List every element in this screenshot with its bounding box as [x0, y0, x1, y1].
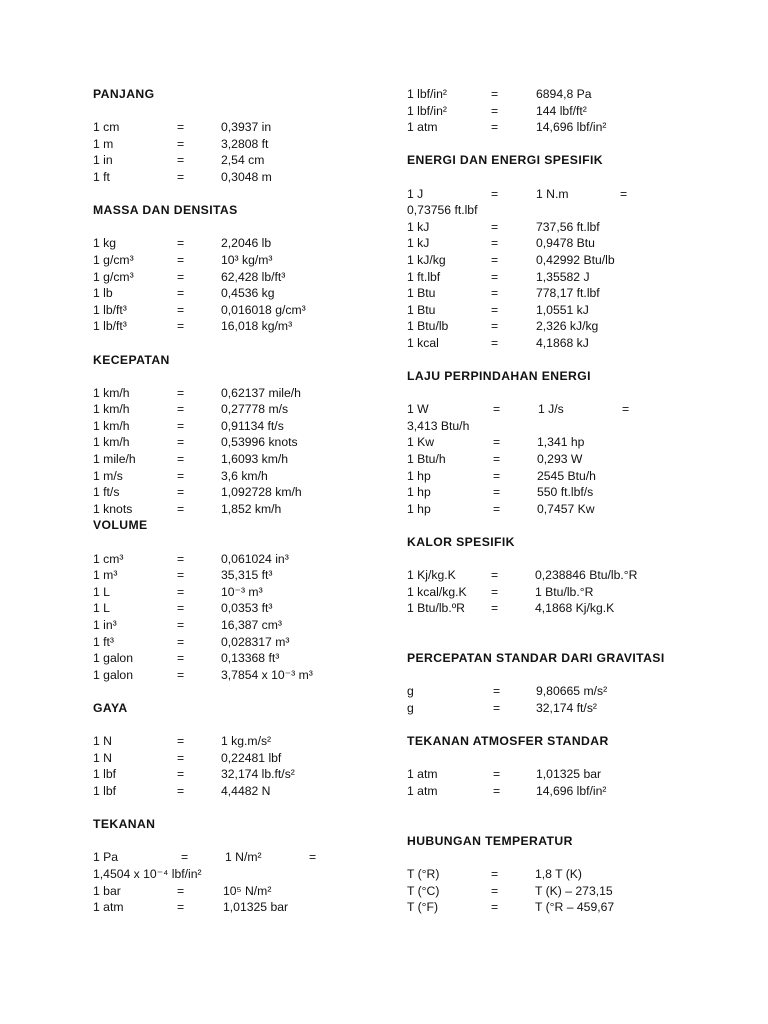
section-title-massa: MASSA DAN DENSITAS — [93, 203, 238, 218]
equals-sign: = — [493, 485, 501, 500]
section-title-percepatan: PERCEPATAN STANDAR DARI GRAVITASI — [407, 651, 665, 666]
unit-left: 1 lbf — [93, 767, 117, 782]
volume-row — [93, 567, 393, 584]
equals-sign: = — [491, 900, 499, 915]
equals-sign: = — [177, 402, 185, 417]
tekanan-continued-rows — [407, 86, 747, 136]
section-title-energi: ENERGI DAN ENERGI SPESIFIK — [407, 153, 603, 168]
equals-sign: = — [177, 734, 185, 749]
equals-sign: = — [493, 684, 501, 699]
tekanan-continued-row — [407, 119, 747, 136]
unit-right: 0,3937 in — [221, 120, 272, 135]
unit-left: 1 Btu/lb.ºR — [407, 601, 465, 616]
massa-row — [93, 285, 393, 302]
unit-left: T (°C) — [407, 883, 440, 898]
unit-left: 1 in — [93, 153, 113, 168]
left-column — [93, 86, 393, 916]
unit-right: 144 lbf/ft² — [536, 103, 587, 118]
equals-sign: = — [177, 120, 185, 135]
equals-sign: = — [177, 236, 185, 251]
energi-row — [407, 235, 747, 252]
unit-right: 3,7854 x 10⁻³ m³ — [221, 667, 313, 682]
equals-sign: = — [491, 236, 499, 251]
unit-left: 1 lb/ft³ — [93, 302, 127, 317]
kalor-rows — [407, 567, 747, 617]
unit-left: 1 lbf — [93, 783, 117, 798]
unit-right: 0,53996 knots — [221, 435, 298, 450]
equals-sign: = — [177, 252, 185, 267]
unit-right: 1,6093 km/h — [221, 452, 289, 467]
equals-sign: = — [177, 783, 185, 798]
equals-sign: = — [177, 269, 185, 284]
unit-right: 14,696 lbf/in² — [536, 783, 607, 798]
section-title-kalor: KALOR SPESIFIK — [407, 535, 515, 550]
unit-left: 1 hp — [407, 468, 431, 483]
unit-right: 1,8 T (K) — [535, 866, 582, 881]
kecepatan-rows — [93, 385, 393, 518]
unit-right: 1 N.m — [536, 186, 569, 201]
kecepatan-row — [93, 501, 393, 518]
kecepatan-row — [93, 484, 393, 501]
equals-sign: = — [177, 667, 185, 682]
unit-left: T (°R) — [407, 866, 440, 881]
unit-left: 1 kJ/kg — [407, 252, 446, 267]
gaya-row — [93, 733, 393, 750]
equals-sign: = — [177, 750, 185, 765]
unit-left: 1 lb — [93, 286, 113, 301]
unit-right: T (°R – 459,67 — [535, 900, 615, 915]
equals-sign: = — [177, 136, 185, 151]
equals-sign: = — [493, 783, 501, 798]
massa-row — [93, 302, 393, 319]
panjang-row — [93, 119, 393, 136]
tekanan-row-pa-wrap: 1,4504 x 10⁻⁴ lbf/in² — [93, 866, 202, 881]
unit-right: 0,0353 ft³ — [221, 601, 273, 616]
unit-left: 1 cm — [93, 120, 120, 135]
equals-sign: = — [491, 219, 499, 234]
unit-right: 778,17 ft.lbf — [536, 286, 600, 301]
unit-right: 1,852 km/h — [221, 501, 282, 516]
energi-row-joule — [407, 186, 747, 203]
unit-left: 1 Btu/h — [407, 452, 446, 467]
unit-left: 1 knots — [93, 501, 133, 516]
unit-right: 10⁻³ m³ — [221, 584, 263, 599]
equals-sign: = — [491, 286, 499, 301]
unit-left: 1 m — [93, 136, 114, 151]
unit-right: 0,3048 m — [221, 169, 272, 184]
section-title-panjang: PANJANG — [93, 87, 155, 101]
equals-sign: = — [177, 601, 185, 616]
temperatur-row — [407, 899, 747, 916]
unit-left: 1 Kj/kg.K — [407, 568, 456, 583]
unit-left: 1 kJ — [407, 219, 430, 234]
panjang-row — [93, 152, 393, 169]
section-title-volume: VOLUME — [93, 518, 148, 533]
energi-row — [407, 335, 747, 352]
unit-left: 1 ft — [93, 169, 110, 184]
unit-left: 1 cm³ — [93, 551, 124, 566]
equals-sign: = — [493, 468, 501, 483]
equals-sign: = — [493, 700, 501, 715]
unit-left: 1 bar — [93, 883, 121, 898]
unit-right: 1,341 hp — [537, 435, 585, 450]
unit-right: 4,4482 N — [221, 783, 271, 798]
unit-right: 32,174 lb.ft/s² — [221, 767, 295, 782]
atmosfer-rows — [407, 766, 747, 799]
unit-right: 35,315 ft³ — [221, 568, 273, 583]
volume-row — [93, 667, 393, 684]
equals-sign: = — [491, 269, 499, 284]
unit-left: 1 Kw — [407, 435, 435, 450]
laju-row — [407, 434, 747, 451]
energi-row — [407, 219, 747, 236]
energi-rows — [407, 219, 747, 352]
equals-sign: = — [177, 584, 185, 599]
unit-left: 1 m³ — [93, 568, 118, 583]
atmosfer-row — [407, 783, 747, 800]
equals-sign: = — [177, 452, 185, 467]
equals-sign: = — [309, 850, 317, 865]
unit-left: 1 N — [93, 734, 112, 749]
equals-sign: = — [491, 584, 499, 599]
unit-right: 14,696 lbf/in² — [536, 120, 607, 135]
unit-left: 1 kcal — [407, 335, 439, 350]
unit-right: 0,238846 Btu/lb.°R — [535, 568, 638, 583]
equals-sign: = — [491, 186, 499, 201]
massa-row — [93, 252, 393, 269]
energi-row — [407, 302, 747, 319]
unit-left: 1 lbf/in² — [407, 87, 447, 101]
unit-right: 1 J/s — [538, 402, 564, 417]
unit-left: 1 kcal/kg.K — [407, 584, 467, 599]
unit-right: 3,6 km/h — [221, 468, 268, 483]
gaya-rows — [93, 733, 393, 799]
unit-left: 1 galon — [93, 651, 133, 666]
unit-right: 1,35582 J — [536, 269, 590, 284]
unit-right: 2,54 cm — [221, 153, 265, 168]
gaya-row — [93, 783, 393, 800]
equals-sign: = — [177, 634, 185, 649]
gaya-row — [93, 766, 393, 783]
unit-right: 10³ kg/m³ — [221, 252, 273, 267]
volume-row — [93, 650, 393, 667]
laju-row — [407, 484, 747, 501]
equals-sign: = — [181, 850, 189, 865]
energi-row — [407, 285, 747, 302]
unit-right: 0,7457 Kw — [537, 501, 595, 516]
equals-sign: = — [177, 169, 185, 184]
percepatan-row — [407, 683, 747, 700]
equals-sign: = — [493, 452, 501, 467]
unit-right: 2,326 kJ/kg — [536, 319, 599, 334]
unit-right: 0,91134 ft/s — [221, 418, 284, 433]
kecepatan-row — [93, 418, 393, 435]
equals-sign: = — [491, 601, 499, 616]
unit-right: 0,9478 Btu — [536, 236, 595, 251]
unit-left: 1 L — [93, 601, 110, 616]
massa-row — [93, 318, 393, 335]
unit-left: 1 atm — [407, 783, 438, 798]
unit-left: 1 atm — [407, 767, 438, 782]
unit-left: 1 g/cm³ — [93, 252, 134, 267]
unit-left: 1 N — [93, 750, 112, 765]
unit-left: 1 g/cm³ — [93, 269, 134, 284]
equals-sign: = — [177, 153, 185, 168]
unit-left: 1 lb/ft³ — [93, 319, 127, 334]
unit-right: 0,293 W — [537, 452, 583, 467]
tekanan-continued-row — [407, 103, 747, 120]
unit-left: 1 Btu/lb — [407, 319, 449, 334]
laju-row — [407, 468, 747, 485]
unit-left: 1 km/h — [93, 385, 130, 400]
equals-sign: = — [177, 485, 185, 500]
unit-right: 1,01325 bar — [223, 900, 289, 915]
equals-sign: = — [491, 568, 499, 583]
kecepatan-row — [93, 401, 393, 418]
unit-right: 2545 Btu/h — [537, 468, 596, 483]
tekanan-rows — [93, 883, 393, 916]
unit-left: 1 Btu — [407, 286, 436, 301]
tekanan-row-pa — [93, 849, 393, 866]
unit-right: T (K) – 273,15 — [535, 883, 613, 898]
equals-sign: = — [177, 435, 185, 450]
volume-row — [93, 634, 393, 651]
section-title-atmosfer: TEKANAN ATMOSFER STANDAR — [407, 734, 609, 749]
kecepatan-row — [93, 468, 393, 485]
panjang-rows — [93, 119, 393, 185]
equals-sign: = — [177, 286, 185, 301]
volume-row — [93, 551, 393, 568]
right-column — [407, 86, 747, 916]
temperatur-row — [407, 883, 747, 900]
laju-row-watt-wrap: 3,413 Btu/h — [407, 418, 470, 433]
equals-sign: = — [177, 319, 185, 334]
kecepatan-row — [93, 385, 393, 402]
unit-right: 16,387 cm³ — [221, 618, 282, 632]
unit-left: 1 km/h — [93, 418, 130, 433]
unit-left: 1 atm — [407, 120, 438, 135]
equals-sign: = — [491, 252, 499, 267]
laju-row-watt — [407, 401, 747, 418]
laju-row — [407, 451, 747, 468]
unit-right: 3,2808 ft — [221, 136, 269, 151]
equals-sign: = — [491, 103, 499, 118]
unit-left: 1 m/s — [93, 468, 123, 483]
unit-left: 1 hp — [407, 501, 431, 516]
kalor-row — [407, 584, 747, 601]
volume-row — [93, 600, 393, 617]
equals-sign: = — [493, 767, 501, 782]
volume-row — [93, 617, 393, 634]
unit-right: 1 N/m² — [225, 850, 262, 865]
unit-right: 0,13368 ft³ — [221, 651, 280, 666]
equals-sign: = — [493, 402, 501, 417]
unit-left: 1 Pa — [93, 850, 119, 865]
equals-sign: = — [177, 418, 185, 433]
equals-sign: = — [491, 335, 499, 350]
panjang-row — [93, 169, 393, 186]
unit-left: 1 Btu — [407, 302, 436, 317]
unit-right: 32,174 ft/s² — [536, 700, 597, 715]
unit-right: 737,56 ft.lbf — [536, 219, 600, 234]
equals-sign: = — [177, 618, 185, 632]
equals-sign: = — [177, 651, 185, 666]
unit-right: 1,01325 bar — [536, 767, 602, 782]
unit-left: 1 km/h — [93, 402, 130, 417]
unit-left: g — [407, 700, 414, 715]
unit-left: 1 mile/h — [93, 452, 136, 467]
unit-right: 0,42992 Btu/lb — [536, 252, 615, 267]
section-title-temperatur: HUBUNGAN TEMPERATUR — [407, 833, 573, 848]
unit-right: 4,1868 Kj/kg.K — [535, 601, 615, 616]
unit-left: 1 ft³ — [93, 634, 114, 649]
equals-sign: = — [177, 501, 185, 516]
laju-rows — [407, 434, 747, 517]
unit-right: 550 ft.lbf/s — [537, 485, 594, 500]
kecepatan-row — [93, 434, 393, 451]
equals-sign: = — [177, 900, 185, 915]
unit-right: 0,27778 m/s — [221, 402, 289, 417]
unit-left: 1 atm — [93, 900, 124, 915]
equals-sign: = — [491, 302, 499, 317]
equals-sign: = — [493, 435, 501, 450]
massa-row — [93, 235, 393, 252]
unit-right: 0,62137 mile/h — [221, 385, 301, 400]
equals-sign: = — [493, 501, 501, 516]
unit-right: 0,016018 g/cm³ — [221, 302, 306, 317]
gaya-row — [93, 750, 393, 767]
volume-row — [93, 584, 393, 601]
unit-left: 1 kg — [93, 236, 117, 251]
unit-left: 1 kJ — [407, 236, 430, 251]
unit-right: 0,4536 kg — [221, 286, 275, 301]
temperatur-rows — [407, 866, 747, 916]
unit-right: 4,1868 kJ — [536, 335, 589, 350]
unit-left: 1 W — [407, 402, 429, 417]
equals-sign: = — [491, 319, 499, 334]
unit-left: 1 galon — [93, 667, 133, 682]
equals-sign: = — [177, 468, 185, 483]
tekanan-continued-row — [407, 86, 747, 103]
unit-left: T (°F) — [407, 900, 439, 915]
percepatan-row — [407, 700, 747, 717]
equals-sign: = — [491, 866, 499, 881]
kalor-row — [407, 567, 747, 584]
unit-left: 1 L — [93, 584, 110, 599]
panjang-row — [93, 136, 393, 153]
unit-left: 1 in³ — [93, 618, 117, 632]
unit-left: 1 ft/s — [93, 485, 120, 500]
unit-right: 2,2046 lb — [221, 236, 272, 251]
massa-rows — [93, 235, 393, 335]
equals-sign: = — [177, 568, 185, 583]
temperatur-row — [407, 866, 747, 883]
unit-right: 0,061024 in³ — [221, 551, 289, 566]
kecepatan-row — [93, 451, 393, 468]
unit-left: 1 lbf/in² — [407, 103, 447, 118]
equals-sign: = — [177, 767, 185, 782]
unit-left: 1 ft.lbf — [407, 269, 441, 284]
unit-right: 9,80665 m/s² — [536, 684, 608, 699]
unit-right: 10⁵ N/m² — [223, 883, 272, 898]
energi-row-joule-wrap: 0,73756 ft.lbf — [407, 203, 478, 218]
equals-sign: = — [177, 883, 185, 898]
unit-right: 1 Btu/lb.°R — [535, 584, 594, 599]
unit-right: 0,028317 m³ — [221, 634, 290, 649]
unit-right: 1 kg.m/s² — [221, 734, 272, 749]
equals-sign: = — [491, 87, 499, 101]
equals-sign: = — [177, 302, 185, 317]
equals-sign: = — [491, 883, 499, 898]
section-title-kecepatan: KECEPATAN — [93, 352, 170, 367]
equals-sign: = — [620, 186, 628, 201]
unit-right: 1,092728 km/h — [221, 485, 302, 500]
unit-left: 1 hp — [407, 485, 431, 500]
unit-right: 16,018 kg/m³ — [221, 319, 293, 334]
tekanan-row — [93, 899, 393, 916]
laju-row — [407, 501, 747, 518]
section-title-gaya: GAYA — [93, 700, 128, 715]
tekanan-row — [93, 883, 393, 900]
unit-right: 62,428 lb/ft³ — [221, 269, 286, 284]
unit-right: 0,22481 lbf — [221, 750, 282, 765]
equals-sign: = — [622, 402, 630, 417]
equals-sign: = — [491, 120, 499, 135]
equals-sign: = — [177, 551, 185, 566]
section-title-laju: LAJU PERPINDAHAN ENERGI — [407, 369, 591, 384]
energi-row — [407, 318, 747, 335]
volume-rows — [93, 551, 393, 684]
energi-row — [407, 252, 747, 269]
unit-left: g — [407, 684, 414, 699]
massa-row — [93, 269, 393, 286]
unit-left: 1 J — [407, 186, 424, 201]
section-title-tekanan: TEKANAN — [93, 817, 156, 832]
percepatan-rows — [407, 683, 747, 716]
unit-right: 1,0551 kJ — [536, 302, 589, 317]
unit-right: 6894,8 Pa — [536, 87, 592, 101]
unit-left: 1 km/h — [93, 435, 130, 450]
equals-sign: = — [177, 385, 185, 400]
energi-row — [407, 269, 747, 286]
kalor-row — [407, 600, 747, 617]
atmosfer-row — [407, 766, 747, 783]
